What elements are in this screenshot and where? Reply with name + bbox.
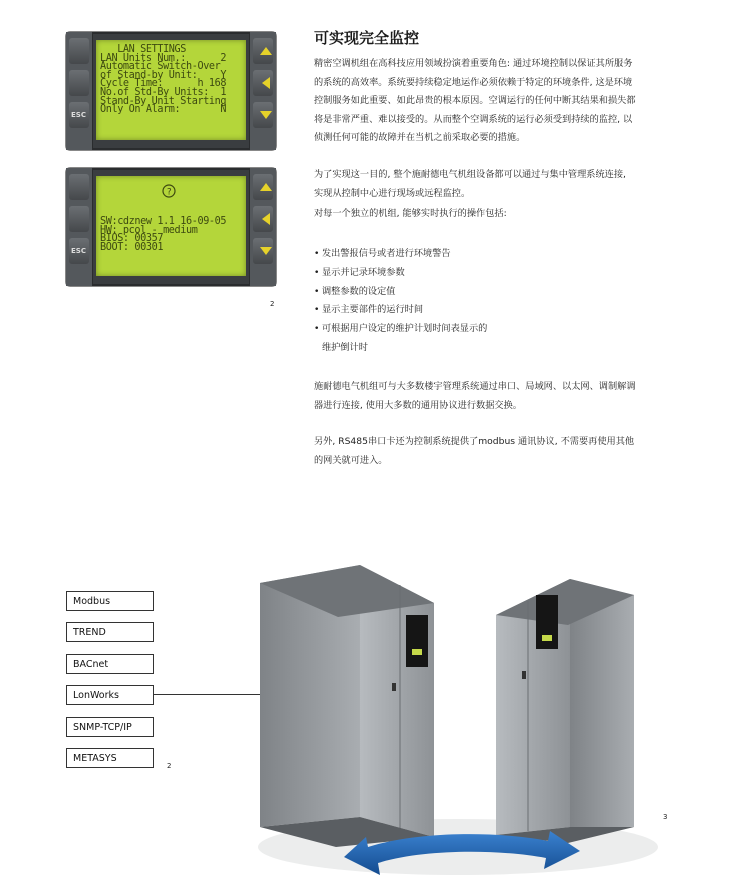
up-key[interactable] [253,174,273,200]
intro-paragraph: 精密空调机组在高科技应用领域扮演着重要角色: 通过环境控制以保证其所服务的系统的高效率。系统要持续稳定地运作必须依赖于特定的环境条件, 这是环境控制服务如此重要、如此昂贵的根本原因。空调运行的任何中断其结果和损失都将是非常严重、难以接受的。从而整个空调系统的运行必须受到持续的监控, 以侦测任何可能的故障并在当机之前采取必要的措施。 [314,58,636,144]
protocol-box-snmp: SNMP-TCP/IP [66,717,154,737]
lcd-left-keypad [66,168,93,286]
lcd-line: HW: pcol - medium [100,224,198,236]
left-cabinet [260,565,434,847]
air-conditioning-units-illustration [228,555,658,879]
lcd-right-keypad [249,32,276,150]
lcd-line: BIOS: 00357 [100,233,164,245]
list-item-text: 可根据用户设定的维护计划时间表显示的 [322,323,488,335]
lcd-line: Only On Alarm: N [100,104,227,116]
bullet-icon: • [314,304,320,316]
lcd-right-keypad [249,168,276,286]
lcd-left-keypad [66,32,93,150]
lcd-key[interactable] [69,70,89,96]
bullet-icon: • [314,266,320,278]
esc-key-label: ESC [71,111,86,119]
svg-text:?: ? [166,187,172,198]
operations-list [314,245,634,358]
figure-number: 2 [167,762,172,770]
lcd-key[interactable] [69,238,89,264]
lcd-key[interactable] [69,38,89,64]
right-cabinet [496,579,634,843]
list-item [314,264,634,283]
down-arrow-icon [260,111,272,119]
rs485-paragraph: 另外, RS485串口卡还为控制系统提供了modbus 通讯协议, 不需要再使用其他的网关就可进入。 [314,436,635,466]
up-arrow-icon [260,47,272,55]
figure-number: 3 [663,813,668,821]
enter-key[interactable] [253,70,273,96]
enter-key[interactable] [253,206,273,232]
lcd-line: SW:cdznew 1.1 16-09-05 [100,216,227,227]
protocol-box-lonworks: LonWorks [66,685,154,705]
enter-arrow-icon [262,77,270,89]
connection-paragraph: 为了实现这一目的, 整个施耐德电气机组设备都可以通过与集中管理系统连接, 实现从控制中心进行现场或远程监控。 [314,169,626,199]
lcd-line: Automatic Switch-Over [100,61,221,73]
up-key[interactable] [253,38,273,64]
up-arrow-icon [260,183,272,191]
lcd-line: of Stand-by Unit: Y [100,69,227,81]
lcd-line: LAN Units Num.: 2 [100,52,227,64]
lcd-line: No.of Std-By Units: 1 [100,86,227,98]
lcd-key[interactable] [69,206,89,232]
list-item [314,283,634,302]
bullet-icon: • [314,285,320,297]
list-item-text: 发出警报信号或者进行环境警告 [322,248,451,259]
lcd-line: Cycle Time: h 168 [100,78,227,90]
lcd-line: Stand-By Unit Starting [100,95,227,107]
figure-number: 2 [270,300,275,308]
lcd-screen [96,40,246,140]
down-key[interactable] [253,102,273,128]
list-item-text: 显示主要部件的运行时间 [322,304,424,316]
enter-arrow-icon [262,213,270,225]
list-item-text: 调整参数的设定值 [322,285,396,297]
list-item [314,245,634,264]
protocol-box-bacnet: BACnet [66,654,154,674]
esc-key-label: ESC [71,247,86,255]
bullet-icon: • [314,323,320,335]
protocol-box-modbus: Modbus [66,591,154,611]
down-arrow-icon [260,247,272,255]
list-item-text: 显示并记录环境参数 [322,266,405,278]
lcd-key[interactable] [69,174,89,200]
page-title: 可实现完全监控 [314,29,420,47]
lcd-line: LAN SETTINGS [100,44,187,55]
protocol-box-metasys: METASYS [66,748,154,768]
list-item [314,301,634,320]
list-item [314,320,634,339]
lcd-line: BOOT: 00301 [100,241,164,253]
list-item-continuation: 维护倒计时 [322,341,368,353]
down-key[interactable] [253,238,273,264]
lcd-screen [96,176,246,276]
lcd-panel-lan-settings [66,32,276,150]
bullet-icon: • [314,248,320,259]
lcd-key[interactable] [69,102,89,128]
operations-intro: 对每一个独立的机组, 能够实时执行的操作包括: [314,208,507,219]
bms-paragraph: 施耐德电气机组可与大多数楼宇管理系统通过串口、局域网、以太网、调制解调器进行连接, 使用大多数的通用协议进行数据交换。 [314,381,636,411]
protocol-box-trend: TREND [66,622,154,642]
lcd-panel-version-info [66,168,276,286]
question-circle-icon [162,184,176,198]
